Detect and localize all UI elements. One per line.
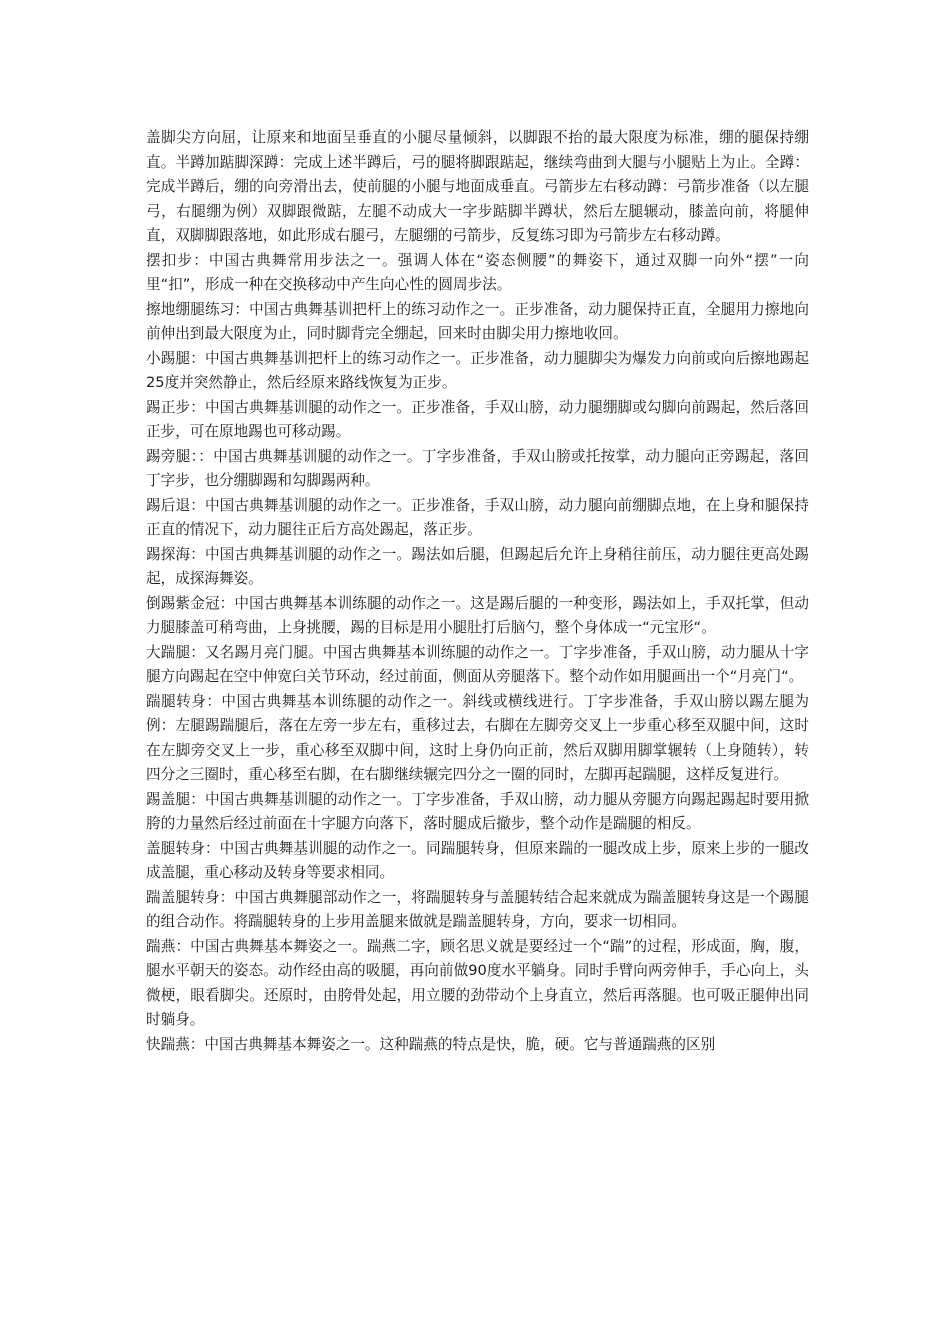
paragraph-squat-variations: 盖脚尖方向屈，让原来和地面呈垂直的小腿尽量倾斜，以脚跟不抬的最大限度为标准，绷的腿保持绷直。半蹲加踮脚深蹲：完成上述半蹲后，弓的腿将脚跟踮起，继续弯曲到大腿与小腿贴上为止。全蹲：完成半蹲后，绷的向旁滑出去，使前腿的小腿与地面成垂直。弓箭步左右移动蹲：弓箭步准备（以左腿弓，右腿绷为例）双脚跟微踮，左腿不动成大一字步踮脚半蹲状，然后左腿辗动，膝盖向前，将腿伸直，双脚脚跟落地，如此形成右腿弓，左腿绷的弓箭步，反复练习即为弓箭步左右移动蹲。 (146, 129, 809, 244)
paragraph-daoti-zijinguan: 倒踢紫金冠：中国古典舞基本训练腿的动作之一。这是踢后腿的一种变形，踢法如上，手双托掌，但动力腿膝盖可稍弯曲，上身挑腰，踢的目标是用小腿肚打后脑勺，整个身体成一“元宝形“。 (146, 594, 809, 636)
document-body (146, 126, 809, 1057)
paragraph-chuai-yan: 踹燕：中国古典舞基本舞姿之一。踹燕二字，顾名思义就是要经过一个“踹”的过程，形成面，胸，腹，腿水平朝天的姿态。动作经由高的吸腿，再向前做90度水平躺身。同时手臂向两旁伸手，手心向上，头微梗，眼看脚尖。还原时，由胯骨处起，用立腰的劲带动个上身直立，然后再落腿。也可吸正腿伸出同时躺身。 (146, 937, 809, 1028)
paragraph-fast-chuai-yan: 快踹燕：中国古典舞基本舞姿之一。这种踹燕的特点是快，脆，硬。它与普通踹燕的区别 (146, 1035, 716, 1053)
paragraph-side-kick: 踢旁腿：：中国古典舞基训腿的动作之一。丁字步准备，手双山膀或托按掌，动力腿向正旁踢起，落回丁字步，也分绷脚踢和勾脚踢两种。 (146, 447, 809, 489)
paragraph-baikou-step: 摆扣步：中国古典舞常用步法之一。强调人体在“姿态侧腰”的舞姿下，通过双脚一向外“摆”一向里“扣”，形成一种在交换移动中产生向心性的圆周步法。 (146, 251, 809, 293)
paragraph-small-kick: 小踢腿：中国古典舞基训把杆上的练习动作之一。正步准备，动力腿脚尖为爆发力向前或向后擦地踢起25度并突然静止，然后经原来路线恢复为正步。 (146, 349, 809, 391)
paragraph-gai-turn: 盖腿转身：中国古典舞基训腿的动作之一。同踹腿转身，但原来踹的一腿改成上步，原来上步的一腿改成盖腿，重心移动及转身等要求相同。 (146, 839, 809, 881)
paragraph-front-kick: 踢正步：中国古典舞基训腿的动作之一。正步准备，手双山膀，动力腿绷脚或勾脚向前踢起，然后落回正步，可在原地踢也可移动踢。 (146, 398, 809, 440)
paragraph-chuai-turn: 踹腿转身：中国古典舞基本训练腿的动作之一。斜线或横线进行。丁字步准备，手双山膀以踢左腿为例：左腿踢踹腿后，落在左旁一步左右，重移过去，右脚在左脚旁交叉上一步重心移至双腿中间，这时在左脚旁交叉上一步，重心移至双脚中间，这时上身仍向正前，然后双脚用脚掌辗转（上身随转），转四分之三圈时，重心移至右脚，在右脚继续辗完四分之一圈的同时，左脚再起踹腿，这样反复进行。 (146, 692, 809, 783)
paragraph-back-kick: 踢后退：中国古典舞基训腿的动作之一。正步准备，手双山膀，动力腿向前绷脚点地，在上身和腿保持正直的情况下，动力腿往正后方高处踢起，落正步。 (146, 496, 809, 538)
paragraph-big-chuai-leg: 大踹腿：又名踢月亮门腿。中国古典舞基本训练腿的动作之一。丁字步准备，手双山膀，动力腿从十字腿方向踢起在空中伸宽臼关节环动，经过前面，侧面从旁腿落下。整个动作如用腿画出一个“月亮门“。 (146, 643, 809, 685)
paragraph-cadi-bengtui: 擦地绷腿练习：中国古典舞基训把杆上的练习动作之一。正步准备，动力腿保持正直，全腿用力擦地向前伸出到最大限度为止，同时脚背完全绷起，回来时由脚尖用力擦地收回。 (146, 300, 809, 342)
paragraph-chuai-gai-turn: 踹盖腿转身：中国古典舞腿部动作之一，将踹腿转身与盖腿转结合起来就成为踹盖腿转身这是一个踢腿的组合动作。将踹腿转身的上步用盖腿来做就是踹盖腿转身，方向，要求一切相同。 (146, 888, 809, 930)
paragraph-gai-leg: 踢盖腿：中国古典舞基训腿的动作之一。丁字步准备，手双山膀，动力腿从旁腿方向踢起踢起时要用掀胯的力量然后经过前面在十字腿方向落下，落时腿成后撤步，整个动作是踹腿的相反。 (146, 790, 809, 832)
paragraph-tanhai-kick: 踢探海：中国古典舞基训腿的动作之一。踢法如后腿，但踢起后允许上身稍往前压，动力腿往更高处踢起，成探海舞姿。 (146, 545, 809, 587)
